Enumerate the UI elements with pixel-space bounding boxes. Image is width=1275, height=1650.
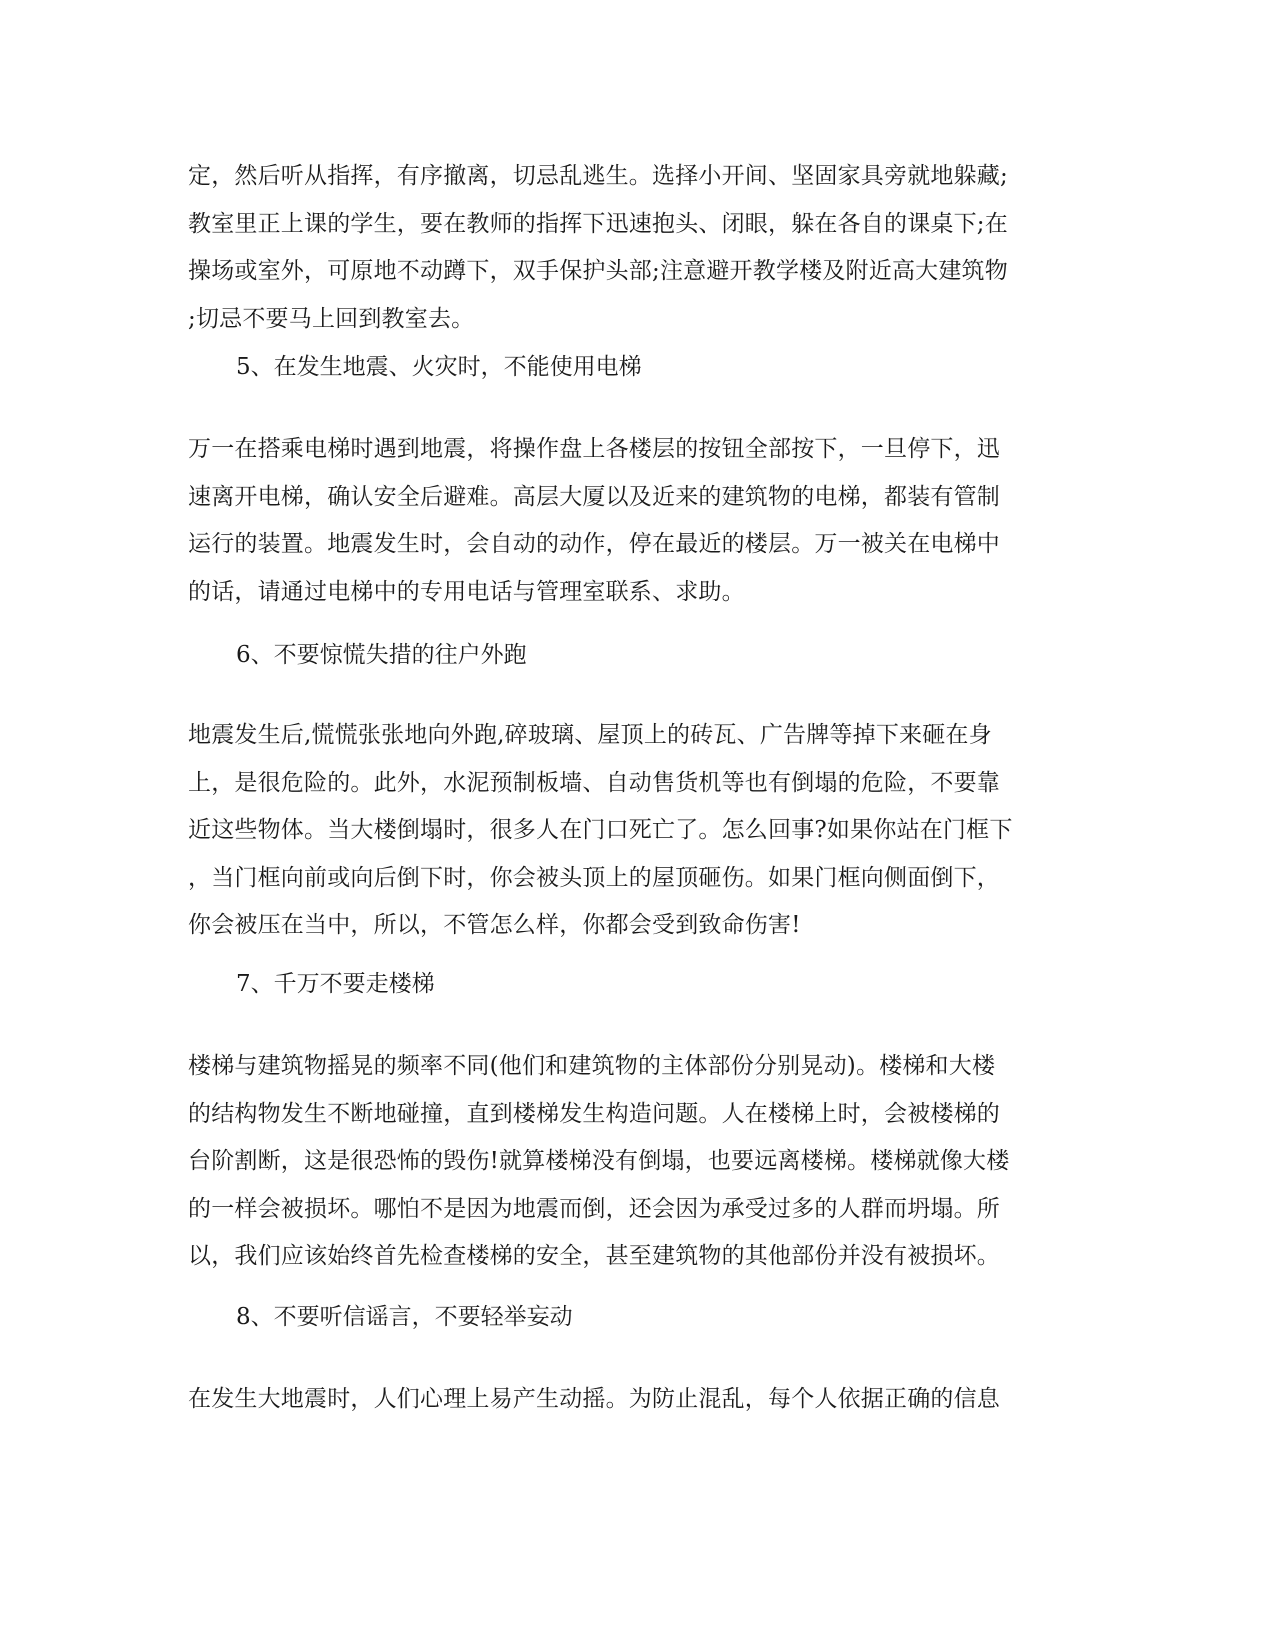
paragraph-rumors: 在发生大地震时，人们心理上易产生动摇。为防止混乱，每个人依据正确的信息 bbox=[188, 1386, 1000, 1412]
section-heading-6: 6、不要惊慌失措的往户外跑 bbox=[236, 642, 527, 668]
paragraph-evacuation: 定，然后听从指挥，有序撤离，切忌乱逃生。选择小开间、坚固家具旁就地躲藏; 教室里正上课的学生，要在教师的指挥下迅速抱头、闭眼，躲在各自的课桌下;在 操场或室外，可原地不动蹲下，双手保护头部;注意避开教学楼及附近高大建筑物 ;切忌不要马上回到教室去。 bbox=[188, 163, 1008, 332]
paragraph-outdoor-danger: 地震发生后,慌慌张张地向外跑,碎玻璃、屋顶上的砖瓦、广告牌等掉下来砸在身 上，是很危险的。此外，水泥预制板墙、自动售货机等也有倒塌的危险，不要靠 近这些物体。当大楼倒塌时，很多人在门口死亡了。怎么回事?如果你站在门框下 ，当门框向前或向后倒下时，你会被头顶上的屋顶砸伤。如果门框向侧面倒下， 你会被压在当中，所以，不管怎么样，你都会受到致命伤害! bbox=[188, 722, 1013, 938]
paragraph-stairs: 楼梯与建筑物摇晃的频率不同(他们和建筑物的主体部份分别晃动)。楼梯和大楼 的结构物发生不断地碰撞，直到楼梯发生构造问题。人在楼梯上时，会被楼梯的 台阶割断，这是很恐怖的毁伤!就算楼梯没有倒塌，也要远离楼梯。楼梯就像大楼 的一样会被损坏。哪怕不是因为地震而倒，还会因为承受过多的人群而坍塌。所 以，我们应该始终首先检查楼梯的安全，甚至建筑物的其他部份并没有被损坏。 bbox=[188, 1053, 1010, 1269]
section-heading-5: 5、在发生地震、火灾时，不能使用电梯 bbox=[236, 354, 642, 380]
section-heading-8: 8、不要听信谣言，不要轻举妄动 bbox=[236, 1304, 573, 1330]
section-heading-7: 7、千万不要走楼梯 bbox=[236, 971, 435, 997]
paragraph-elevator: 万一在搭乘电梯时遇到地震，将操作盘上各楼层的按钮全部按下，一旦停下，迅 速离开电梯，确认安全后避难。高层大厦以及近来的建筑物的电梯，都装有管制 运行的装置。地震发生时，会自动的动作，停在最近的楼层。万一被关在电梯中 的话，请通过电梯中的专用电话与管理室联系、求助。 bbox=[188, 436, 1000, 605]
